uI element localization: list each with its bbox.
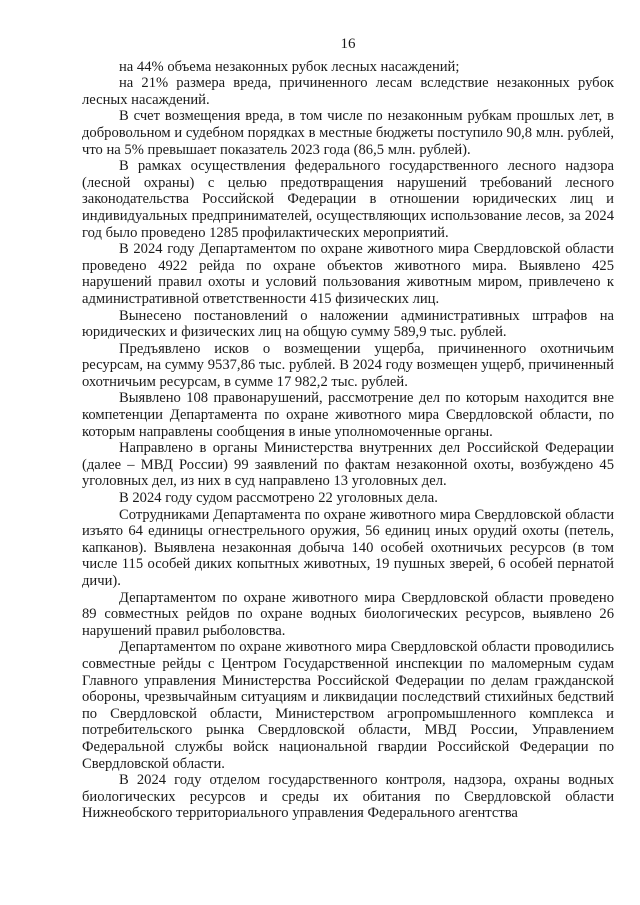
paragraph-damage-claims: Предъявлено исков о возмещении ущерба, причиненного охотничьим ресурсам, на сумму 9537,86 тыс. рублей. В 2024 году возмещен ущерб, причиненный охотничьим ресурсам, в сумме 17 982,2 тыс. рублей. xyxy=(82,340,614,390)
paragraph-damage-compensation: В счет возмещения вреда, в том числе по незаконным рубкам прошлых лет, в добровольном и судебном порядках в местные бюджеты поступило 90,8 млн. рублей, что на 5% превышает показатель 2023 года (86,5 млн. рублей). xyxy=(82,108,614,158)
page-number: 16 xyxy=(340,36,356,52)
paragraph-forest-supervision: В рамках осуществления федерального государственного лесного надзора (лесной охраны) с целью предотвращения нарушений требований лесного законодательства Российской Федерации в отношении юридических лиц и индивидуальных предпринимателей, осуществляющих использование лесов, за 2024 год было проведено 1285 профилактических мероприятий. xyxy=(82,158,614,241)
paragraph-administrative-fines: Вынесено постановлений о наложении административных штрафов на юридических и физических лиц на общую сумму 589,9 тыс. рублей. xyxy=(82,307,614,341)
paragraph-wildlife-raids: В 2024 году Департаментом по охране животного мира Свердловской области проведено 4922 рейда по охране объектов животного мира. Выявлено 425 нарушений правил охоты и условий пользования животным миром, привлечено к административной ответственности 415 физических лиц. xyxy=(82,241,614,307)
paragraph-seized-weapons: Сотрудниками Департамента по охране животного мира Свердловской области изъято 64 единицы огнестрельного оружия, 56 единиц иных орудий охоты (петель, капканов). Выявлена незаконная добыча 140 особей охотничьих ресурсов (в том числе 115 особей диких копытных животных, 19 пушных зверей, 6 особей пернатой дичи). xyxy=(82,506,614,589)
paragraph-logging-volume: на 44% объема незаконных рубок лесных насаждений; xyxy=(119,58,460,75)
paragraph-offenses-outside-competence: Выявлено 108 правонарушений, рассмотрение дел по которым находится вне компетенции Департамента по охране животного мира Свердловской области, по которым направлены сообщения в иные уполномоченные органы. xyxy=(82,390,614,440)
document-page xyxy=(82,36,614,822)
paragraph-joint-water-raids: Департаментом по охране животного мира Свердловской области проведено 89 совместных рейдов по охране водных биологических ресурсов, выявлено 26 нарушений правил рыболовства. xyxy=(82,589,614,639)
paragraph-court-cases: В 2024 году судом рассмотрено 22 уголовных дела. xyxy=(119,490,438,507)
paragraph-mvd-statements: Направлено в органы Министерства внутренних дел Российской Федерации (далее – МВД России) 99 заявлений по фактам незаконной охоты, возбуждено 45 уголовных дел, из них в суд направлено 13 уголовных дел. xyxy=(82,440,614,490)
paragraph-forest-damage: на 21% размера вреда, причиненного лесам вследствие незаконных рубок лесных насаждений. xyxy=(82,75,614,108)
paragraph-joint-raids-agencies: Департаментом по охране животного мира Свердловской области проводились совместные рейды с Центром Государственной инспекции по маломерным судам Главного управления Министерства Российской Федерации по делам гражданской обороны, чрезвычайным ситуациям и ликвидации последствий стихийных бедствий по Свердловской области, Министерством агропромышленного комплекса и потребительского рынка Свердловской области, МВД России, Управлением Федеральной службы войск национальной гвардии Российской Федерации по Свердловской области. xyxy=(82,639,614,772)
paragraph-water-bio-control: В 2024 году отделом государственного контроля, надзора, охраны водных биологических ресурсов и среды их обитания по Свердловской области Нижнеобского территориального управления Федерального агентства xyxy=(82,772,614,822)
